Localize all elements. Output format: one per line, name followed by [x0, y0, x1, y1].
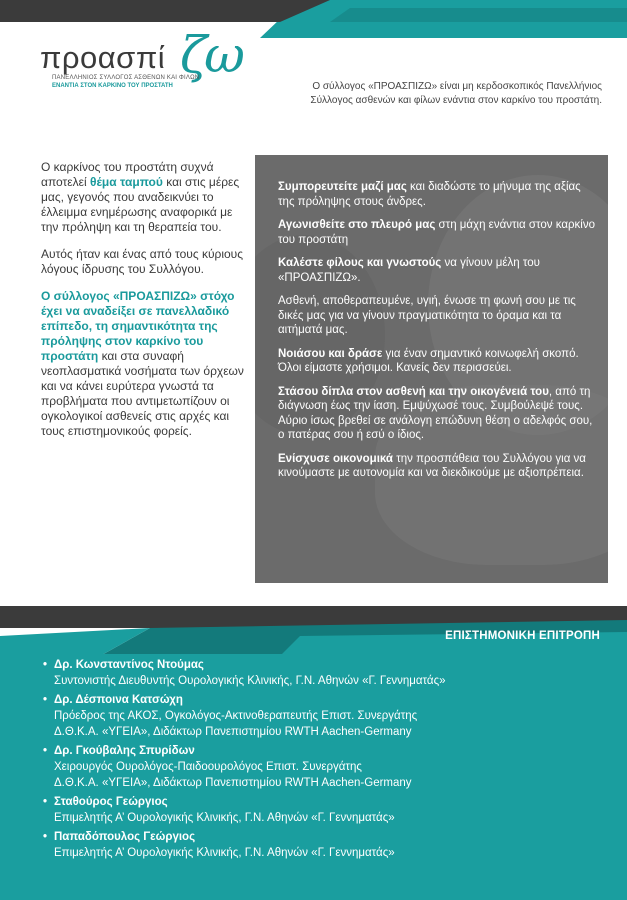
member-role: Χειρουργός Ουρολόγος-Παιδοουρολόγος Επιστ. Συνεργάτης — [54, 761, 362, 773]
cta-invite-friends-rest: να γίνουν μέλη του «ΠΡΟΑΣΠΙΖΩ». — [278, 257, 540, 284]
member-role-continued: Δ.Θ.Κ.Α. «ΥΓΕΙΑ», Διδάκτωρ Πανεπιστημίου RWTH Aachen-Germany — [54, 726, 412, 738]
scientific-committee-section — [0, 606, 627, 900]
cta-walk-with-us — [278, 180, 596, 209]
paragraph-mission — [41, 289, 251, 439]
cta-care-and-act-bold: Νοιάσου και δράσε — [278, 347, 383, 360]
member-role: Επιμελητής Α’ Ουρολογικής Κλινικής, Γ.Ν. Αθηνών «Γ. Γεννηματάς» — [54, 847, 395, 859]
member-name: Σταθούρος Γεώργιος — [54, 796, 168, 808]
member-name: Παπαδόπουλος Γεώργιος — [54, 831, 196, 843]
intro-line-1: Ο σύλλογος «ΠΡΟΑΣΠΙΖΩ» είναι μη κερδοσκοπικός Πανελλήνιος — [312, 81, 602, 92]
member-name: Δρ. Κωνσταντίνος Ντούμας — [54, 659, 204, 671]
cta-donate-bold: Ενίσχυσε οικονομικά — [278, 452, 393, 465]
cta-fight-with-us-rest: στη μάχη ενάντια στον καρκίνο του προστάτη — [278, 219, 595, 246]
cta-invite-friends — [278, 256, 596, 285]
committee-member-list — [43, 657, 613, 864]
committee-member — [43, 692, 613, 740]
paragraph-taboo-start: Ο καρκίνος του προστάτη συχνά αποτελεί — [41, 160, 214, 189]
paragraph-mission-end: και στα συναφή νεοπλασματικά νοσήματα των όρχεων και να κάνει ευρύτερα γνωστά τα προβλήματα που αντιμετωπίζουν οι ογκολογικοί ασθενείς στις αρχές και τους επιστημονικούς φορείς. — [41, 349, 244, 438]
bullet-icon: • — [43, 796, 48, 808]
member-role: Συντονιστής Διευθυντής Ουρολογικής Κλινικής, Γ.Ν. Αθηνών «Γ. Γεννηματάς» — [54, 675, 446, 687]
organization-logo — [40, 26, 250, 100]
cta-fight-with-us — [278, 218, 596, 247]
paragraph-founding: Αυτός ήταν και ένας από τους κύριους λόγους ίδρυσης του Συλλόγου. — [41, 247, 244, 276]
cta-donate-rest: την προσπάθεια του Συλλόγου για να κινούμαστε με αυτονομία και να διεκδικούμε με αξιοπρέπεια. — [278, 452, 586, 479]
call-to-action-text — [278, 180, 596, 490]
bullet-icon: • — [43, 745, 48, 757]
cta-care-and-act-rest: για έναν σημαντικό κοινωφελή σκοπό. Όλοι είμαστε χρήσιμοι. Κανείς δεν περισσεύει. — [278, 347, 579, 374]
left-column-text — [41, 160, 251, 451]
cta-stand-by-patient-bold: Στάσου δίπλα στον ασθενή και την οικογένειά του — [278, 385, 549, 398]
cta-donate — [278, 452, 596, 481]
committee-member — [43, 794, 613, 826]
logo-subtitle-line2: ΕΝΑΝΤΙΑ ΣΤΟΝ ΚΑΡΚΙΝΟ ΤΟΥ ΠΡΟΣΤΑΤΗ — [52, 83, 173, 89]
bullet-icon: • — [43, 659, 48, 671]
cta-walk-with-us-bold: Συμπορευτείτε μαζί μας — [278, 181, 407, 193]
cta-stand-by-patient-rest: , από τη διάγνωση έως την ίαση. Εμψύχωσέ τους. Συμβούλεψέ τους. Αύριο ίσως βρεθεί σε ανάλογη επώδυνη θέση ο αδελφός σου, ο πατέρας σου ή εσύ ο ίδιος. — [278, 385, 593, 441]
intro-line-2: Σύλλογος ασθενών και φίλων ενάντια στον καρκίνο του προστάτη. — [310, 95, 602, 106]
bullet-icon: • — [43, 831, 48, 843]
intro-statement — [230, 80, 602, 108]
member-name: Δρ. Γκούβαλης Σπυρίδων — [54, 745, 195, 757]
cta-care-and-act — [278, 347, 596, 376]
member-role: Επιμελητής Α’ Ουρολογικής Κλινικής, Γ.Ν. Αθηνών «Γ. Γεννηματάς» — [54, 812, 395, 824]
cta-walk-with-us-rest: και διαδώστε το μήνυμα της αξίας της πρόληψης στους άνδρες. — [278, 181, 581, 208]
highlight-taboo: θέμα ταμπού — [90, 175, 163, 189]
paragraph-taboo-end: και στις μέρες μας, γεγονός που αναδεικνύει το έλλειμμα ενημέρωσης αναφορικά με την πρόληψη και τη θεραπεία του. — [41, 175, 240, 234]
member-role-continued: Δ.Θ.Κ.Α. «ΥΓΕΙΑ», Διδάκτωρ Πανεπιστημίου RWTH Aachen-Germany — [54, 777, 412, 789]
member-name: Δρ. Δέσποινα Κατσώχη — [54, 694, 183, 706]
logo-script-mark: ζω — [180, 26, 242, 84]
cta-stand-by-patient — [278, 385, 596, 443]
logo-wordmark: προασπί — [40, 40, 166, 75]
paragraph-taboo — [41, 160, 251, 235]
committee-member — [43, 829, 613, 861]
cta-patients-unite: Ασθενή, αποθεραπευμένε, υγιή, ένωσε τη φωνή σου με τις δικές μας για να γίνουν πραγματικότητα το όραμα και τα αιτήματά μας. — [278, 295, 576, 336]
cta-fight-with-us-bold: Αγωνισθείτε στο πλευρό μας — [278, 219, 436, 231]
committee-member — [43, 657, 613, 689]
committee-title: ΕΠΙΣΤΗΜΟΝΙΚΗ ΕΠΙΤΡΟΠΗ — [445, 630, 600, 642]
call-to-action-box — [255, 155, 608, 583]
committee-member — [43, 743, 613, 791]
cta-invite-friends-bold: Καλέστε φίλους και γνωστούς — [278, 257, 442, 269]
logo-subtitle-line1: ΠΑΝΕΛΛΗΝΙΟΣ ΣΥΛΛΟΓΟΣ ΑΣΘΕΝΩΝ ΚΑΙ ΦΙΛΩΝ — [52, 75, 200, 81]
highlight-mission: Ο σύλλογος «ΠΡΟΑΣΠΙΖΩ» στόχο έχει να αναδείξει σε πανελλαδικό επίπεδο, τη σημαντικότητα της πρόληψης στον καρκίνο του προστάτη — [41, 289, 235, 363]
member-role: Πρόεδρος της ΑΚΟΣ, Ογκολόγος-Ακτινοθεραπευτής Επιστ. Συνεργάτης — [54, 710, 418, 722]
bullet-icon: • — [43, 694, 48, 706]
